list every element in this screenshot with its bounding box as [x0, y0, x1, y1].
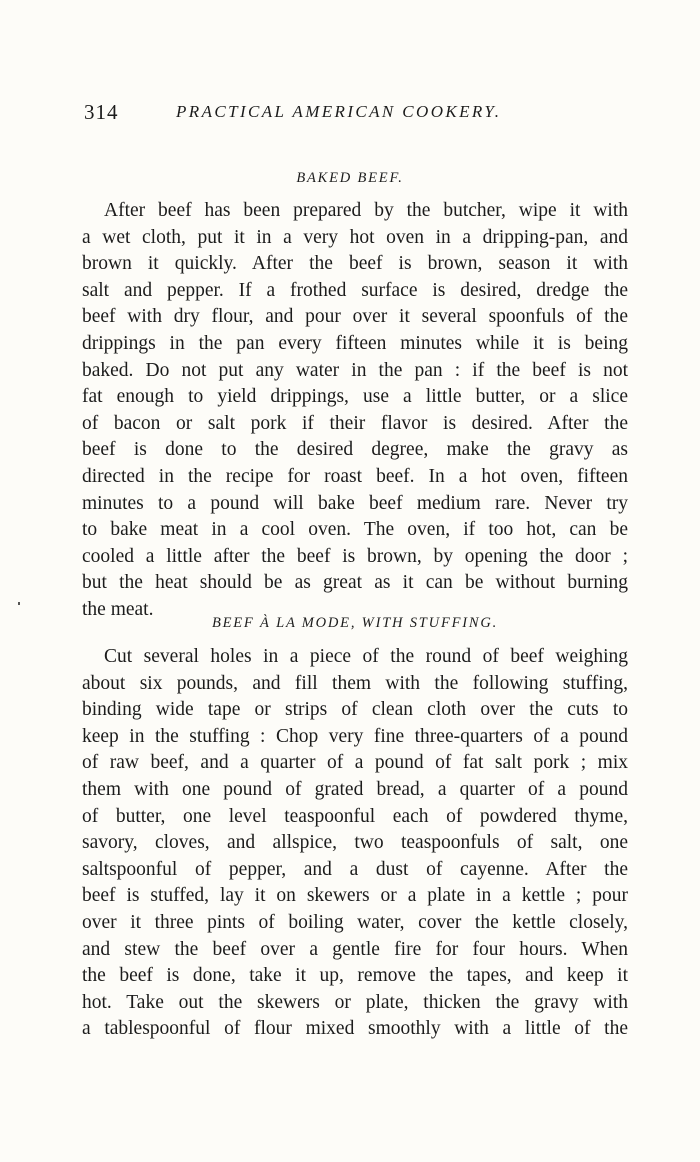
margin-mark: [18, 602, 20, 605]
text-line: cooled a little after the beef is brown, by opening the door ;: [82, 545, 628, 567]
text-line: Cut several holes in a piece of the round of beef weighing: [104, 646, 628, 667]
text-line: to bake meat in a cool oven. The oven, if too hot, can be: [82, 519, 628, 541]
text-line: After beef has been prepared by the butcher, wipe it with: [104, 200, 628, 221]
text-line: saltspoonful of pepper, and a dust of cayenne. After the: [82, 858, 628, 880]
recipe-text-baked-beef: [82, 198, 628, 624]
text-line: minutes to a pound will bake beef medium rare. Never try: [82, 492, 628, 514]
text-line: beef with dry flour, and pour over it several spoonfuls of the: [82, 306, 628, 328]
text-line: them with one pound of grated bread, a quarter of a pound: [82, 778, 628, 800]
text-line: over it three pints of boiling water, cover the kettle closely,: [82, 911, 628, 933]
text-line: directed in the recipe for roast beef. In a hot oven, fifteen: [82, 465, 628, 487]
text-line: a tablespoonful of flour mixed smoothly with a little of the: [82, 1018, 628, 1040]
text-line: salt and pepper. If a frothed surface is desired, dredge the: [82, 279, 628, 301]
text-line: beef is done to the desired degree, make the gravy as: [82, 439, 628, 461]
text-line: keep in the stuffing : Chop very fine three-quarters of a pound: [82, 725, 628, 747]
text-line: beef is stuffed, lay it on skewers or a plate in a kettle ; pour: [82, 885, 628, 907]
text-line: but the heat should be as great as it can be without burning: [82, 572, 628, 594]
section-heading-beef-a-la-mode: BEEF À LA MODE, WITH STUFFING.: [211, 615, 499, 631]
text-line: of butter, one level teaspoonful each of powdered thyme,: [82, 805, 628, 827]
text-line: binding wide tape or strips of clean cloth over the cuts to: [82, 699, 628, 721]
text-line: a wet cloth, put it in a very hot oven in a dripping-pan, and: [82, 226, 628, 248]
text-line: and stew the beef over a gentle fire for four hours. When: [82, 938, 628, 960]
text-line: fat enough to yield drippings, use a little butter, or a slice: [82, 386, 628, 408]
text-line: hot. Take out the skewers or plate, thicken the gravy with: [82, 991, 628, 1013]
text-line: baked. Do not put any water in the pan : if the beef is not: [82, 359, 628, 381]
text-line: the meat.: [82, 598, 154, 620]
text-line: savory, cloves, and allspice, two teaspoonfuls of salt, one: [82, 832, 628, 854]
running-title: PRACTICAL AMERICAN COOKERY.: [176, 102, 502, 121]
text-line: the beef is done, take it up, remove the tapes, and keep it: [82, 965, 628, 987]
running-head: [84, 100, 636, 130]
text-line: of bacon or salt pork if their flavor is desired. After the: [82, 412, 628, 434]
text-line: of raw beef, and a quarter of a pound of fat salt pork ; mix: [82, 752, 628, 774]
text-line: drippings in the pan every fifteen minutes while it is being: [82, 332, 628, 354]
recipe-text-beef-a-la-mode: [82, 644, 628, 1043]
page-number: 314: [84, 100, 119, 124]
text-line: brown it quickly. After the beef is brown, season it with: [82, 253, 628, 275]
text-line: about six pounds, and fill them with the following stuffing,: [82, 672, 628, 694]
section-heading-baked-beef: BAKED BEEF.: [296, 170, 404, 186]
